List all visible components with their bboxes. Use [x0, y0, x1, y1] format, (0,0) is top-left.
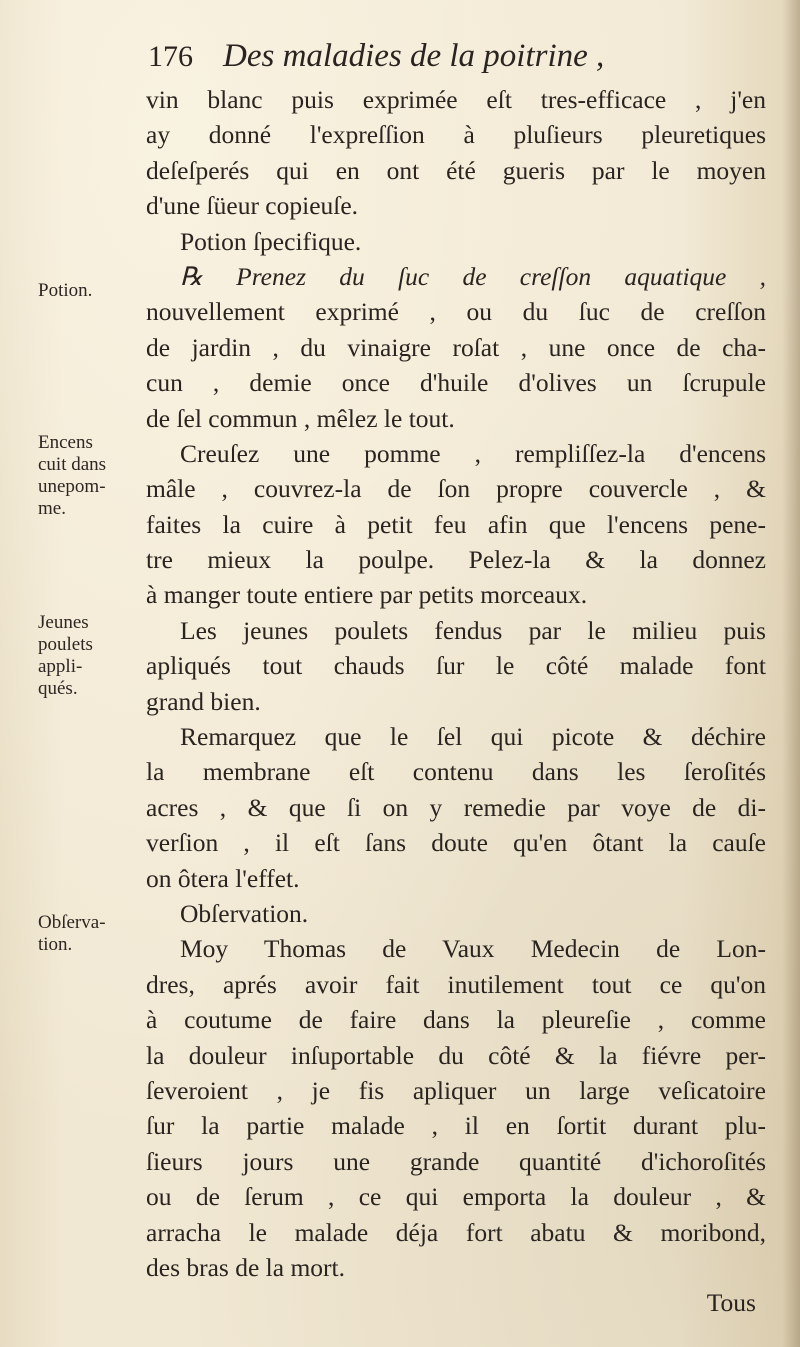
body-text	[146, 82, 766, 1321]
text-line: grand bien.	[146, 686, 261, 716]
margin-note-jeunes-poulets: Jeunes poulets appli- qués.	[38, 612, 93, 699]
text-line: Moy Thomas de Vaux Medecin de Lon-	[180, 934, 766, 964]
text-line: tre mieux la poulpe. Pelez-la & la donnez	[146, 545, 766, 575]
text-line: à manger toute entiere par petits morceaux.	[146, 580, 588, 610]
text-line: faites la cuire à petit feu afin que l'encens pene-	[146, 509, 766, 539]
text-line: mâle , couvrez-la de ſon propre couvercle , &	[146, 474, 766, 504]
running-title: Des maladies de la poitrine ,	[223, 38, 605, 74]
page-edge-shadow	[782, 0, 800, 1347]
text-line: dres, aprés avoir fait inutilement tout ce qu'on	[146, 969, 766, 999]
text-line: on ôtera l'effet.	[146, 863, 300, 893]
text-line: ou de ſerum , ce qui emporta la douleur , &	[146, 1182, 766, 1212]
margin-note-encens: Encens cuit dans unepom- me.	[38, 432, 107, 519]
text-line: ℞ Prenez du ſuc de creſſon aquatique ,	[180, 261, 766, 291]
page-number: 176	[148, 40, 193, 73]
text-line: ay donné l'expreſſion à pluſieurs pleuretiques	[146, 120, 766, 150]
text-line: arracha le malade déja fort abatu & moribond,	[146, 1217, 766, 1247]
section-heading: Potion ſpecifique.	[180, 226, 362, 256]
text-line: ſur la partie malade , il en ſortit durant plu-	[146, 1111, 766, 1141]
text-line: ſeveroient , je fis apliquer un large veſicatoire	[146, 1075, 766, 1105]
margin-note-observation: Obſerva- tion.	[38, 912, 106, 955]
text-line: Les jeunes poulets fendus par le milieu puis	[180, 615, 766, 645]
page-header	[148, 38, 708, 84]
text-line: d'une ſüeur copieuſe.	[146, 191, 359, 221]
text-line: la membrane eſt contenu dans les ſeroſités	[146, 757, 766, 787]
text-line: des bras de la mort.	[146, 1252, 345, 1282]
text-line: verſion , il eſt ſans doute qu'en ôtant la cauſe	[146, 828, 766, 858]
catchword: Tous	[706, 1288, 756, 1318]
text-line: nouvellement exprimé , ou du ſuc de creſſon	[146, 297, 766, 327]
section-heading: Obſervation.	[180, 898, 309, 928]
text-line: apliqués tout chauds ſur le côté malade font	[146, 651, 766, 681]
text-line: Creuſez une pomme , rempliſſez-la d'encens	[180, 438, 766, 468]
text-line: deſeſperés qui en ont été gueris par le moyen	[146, 155, 766, 185]
text-line: ſieurs jours une grande quantité d'ichoroſités	[146, 1146, 766, 1176]
text-line: la douleur inſuportable du côté & la fiévre per-	[146, 1040, 766, 1070]
text-line: Remarquez que le ſel qui picote & déchire	[180, 722, 766, 752]
text-line: de jardin , du vinaigre roſat , une once de cha-	[146, 332, 766, 362]
text-line: vin blanc puis exprimée eſt tres-efficace , j'en	[146, 85, 766, 114]
text-line: acres , & que ſi on y remedie par voye de di-	[146, 792, 766, 822]
text-line: à coutume de faire dans la pleureſie , comme	[146, 1005, 766, 1035]
text-line: de ſel commun , mêlez le tout.	[146, 403, 455, 433]
text-line: cun , demie once d'huile d'olives un ſcrupule	[146, 368, 766, 398]
margin-note-potion: Potion.	[38, 280, 93, 301]
